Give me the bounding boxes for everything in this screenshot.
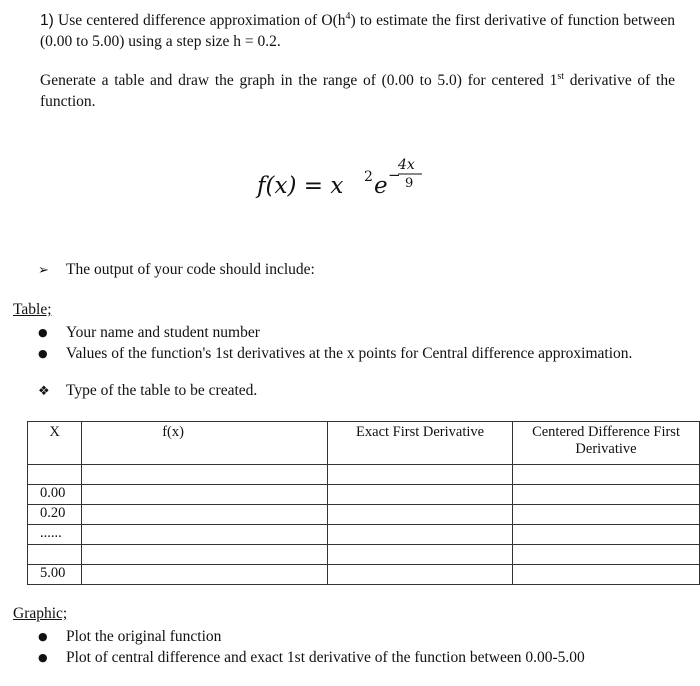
formula-square: 2 [364, 169, 373, 185]
formula-denominator: 9 [405, 176, 414, 191]
table-row [28, 485, 700, 505]
list-item-text: Your name and student number [66, 324, 260, 341]
table-cell [328, 465, 513, 485]
output-note-text: The output of your code should include: [66, 261, 315, 278]
header-exact: Exact First Derivative [328, 422, 513, 465]
table-cell [513, 565, 700, 585]
table-cell [82, 485, 328, 505]
formula-minus: − [388, 166, 401, 184]
header-centered: Centered Difference First Derivative [513, 422, 700, 465]
table-cell: 0.20 [28, 505, 82, 525]
bullet-icon: ● [38, 651, 48, 664]
list-item [38, 343, 632, 364]
table-row [28, 545, 700, 565]
table-cell: 5.00 [28, 565, 82, 585]
question-line1a: Use centered difference approximation of O(h [58, 12, 346, 29]
table-cell [328, 545, 513, 565]
table-bullet-list [38, 322, 632, 364]
ordinal-superscript: st [557, 70, 565, 82]
formula-numerator: 4x [398, 157, 415, 173]
table-cell [28, 545, 82, 565]
arrow-bullet-icon: ➢ [38, 263, 49, 278]
table-cell [513, 465, 700, 485]
table-cell [82, 565, 328, 585]
table-cell [82, 545, 328, 565]
table-cell [28, 465, 82, 485]
list-item [38, 626, 585, 647]
table-cell [82, 525, 328, 545]
list-item-text: Values of the function's 1st derivatives at the x points for Central difference approximation. [66, 345, 633, 362]
table-cell [513, 485, 700, 505]
diamond-bullet-icon: ❖ [38, 384, 50, 399]
list-item-text: Plot the original function [66, 628, 222, 645]
question-text [40, 10, 675, 52]
table-row [28, 525, 700, 545]
bullet-icon: ● [38, 326, 48, 339]
table-cell [328, 565, 513, 585]
table-cell [82, 465, 328, 485]
instruction-line-a: Generate a table and draw the graph in the range of (0.00 to 5.0) for centered 1 [40, 72, 558, 89]
question-number: 1) [40, 12, 54, 29]
function-formula [0, 150, 700, 200]
table-cell [328, 505, 513, 525]
table-type-text: Type of the table to be created. [66, 382, 258, 399]
table-row [28, 505, 700, 525]
bullet-icon: ● [38, 630, 48, 643]
instruction-text [40, 70, 675, 112]
table-header-row [28, 422, 700, 465]
table-cell [82, 505, 328, 525]
results-table [27, 421, 700, 585]
order-superscript: 4 [345, 10, 351, 22]
table-cell [328, 525, 513, 545]
output-note [38, 261, 315, 279]
table-cell [513, 545, 700, 565]
formula-lhs: f(x) = x [257, 173, 344, 199]
header-x: X [28, 422, 82, 465]
list-item [38, 322, 632, 343]
bullet-icon: ● [38, 347, 48, 360]
formula-base: e [374, 173, 388, 199]
table-type-note [38, 382, 257, 400]
question-line1b: ) to estimate the first derivative of function between (0.00 to 5.00) using a step size h = 0.2. [40, 12, 676, 50]
table-cell [513, 525, 700, 545]
graphic-heading: Graphic; [13, 605, 68, 622]
graphic-bullet-list [38, 626, 585, 668]
list-item [38, 647, 585, 668]
table-row [28, 465, 700, 485]
table-cell [328, 485, 513, 505]
instruction-line-b: derivative of the function. [40, 72, 675, 110]
list-item-text: Plot of central difference and exact 1st derivative of the function between 0.00-5.00 [66, 649, 585, 666]
table-heading: Table; [13, 301, 52, 318]
table-row [28, 565, 700, 585]
table-cell [513, 505, 700, 525]
table-cell: ...... [28, 525, 82, 545]
table-cell: 0.00 [28, 485, 82, 505]
header-fx: f(x) [82, 422, 328, 465]
